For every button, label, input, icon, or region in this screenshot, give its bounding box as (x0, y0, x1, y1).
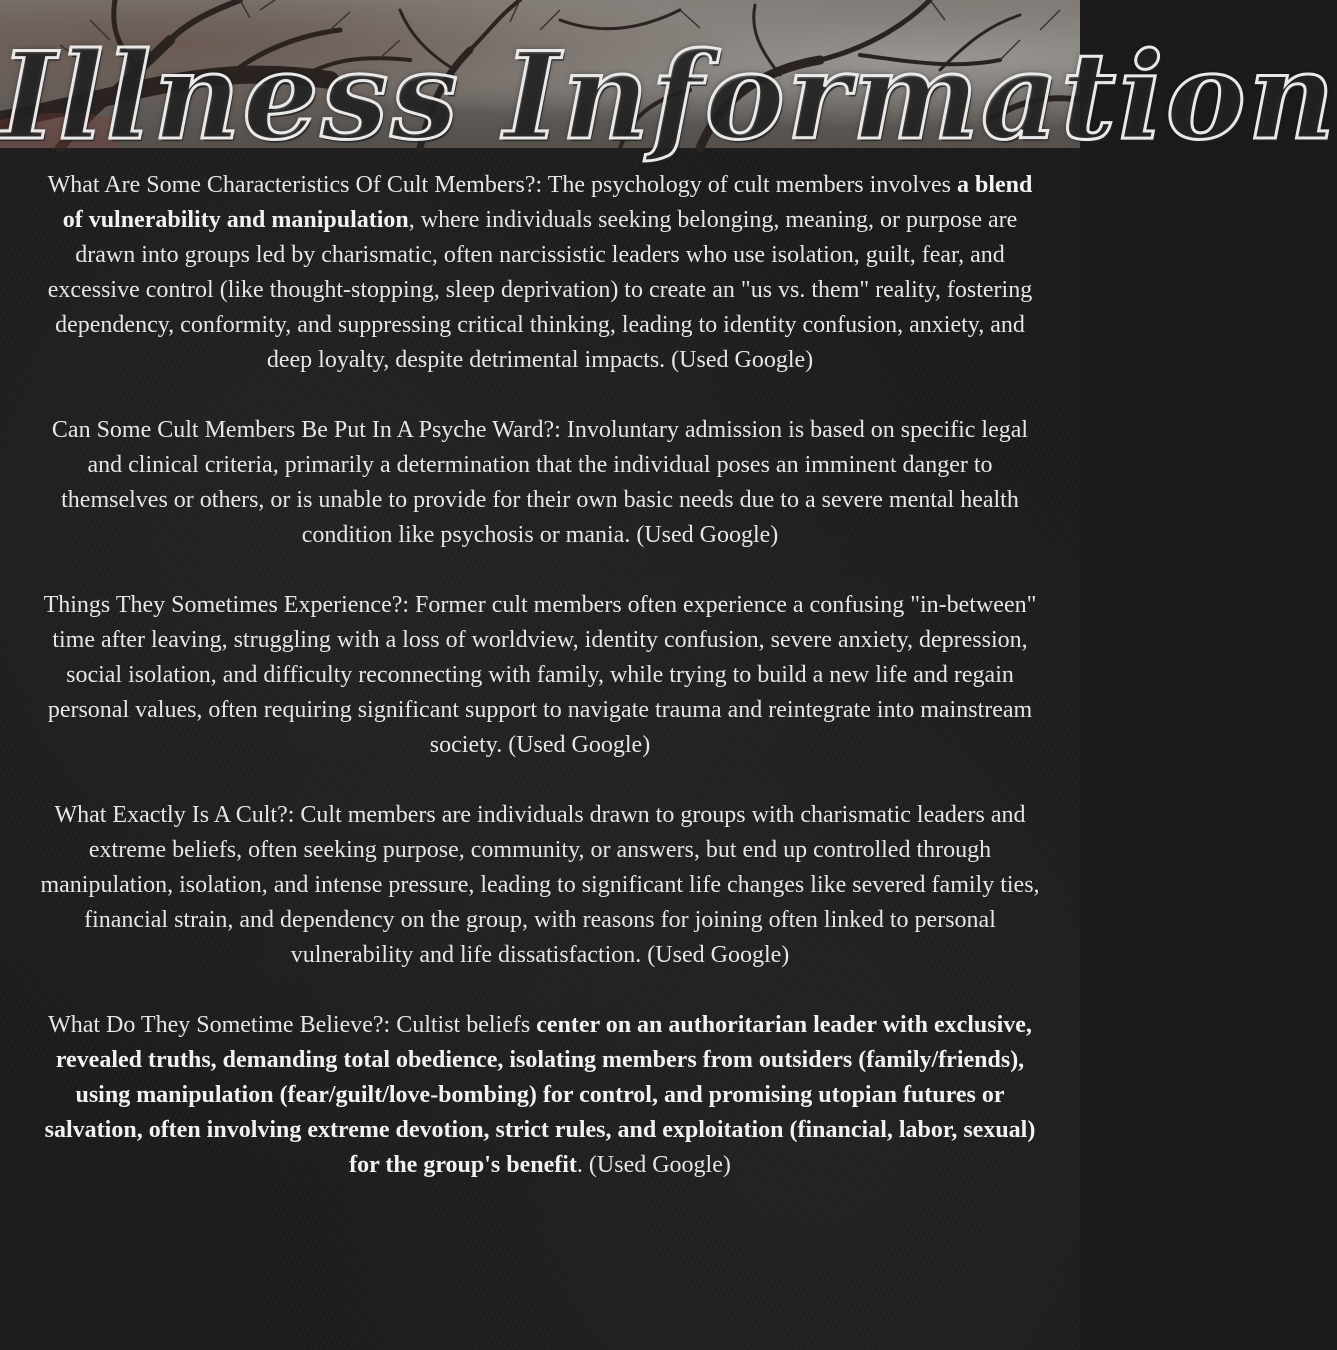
section-experiences: Things They Sometimes Experience?: Former cult members often experience a confusing "in-between" time after leaving, struggling with a loss of worldview, identity confusion, severe anxiety, depression, social isolation, and difficulty reconnecting with family, while trying to build a new life and regain personal values, often requiring significant support to navigate trauma and reintegrate into mainstream society. (Used Google) (43, 592, 1037, 758)
section-characteristics: What Are Some Characteristics Of Cult Members?: The psychology of cult members involves a blend of vulnerability and manipulation, where individuals seeking belonging, meaning, or purpose are drawn into groups led by charismatic, often narcissistic leaders who use isolation, guilt, fear, and excessive control (like thought-stopping, sleep deprivation) to create an "us vs. them" reality, fostering dependency, conformity, and suppressing critical thinking, leading to identity confusion, anxiety, and deep loyalty, despite detrimental impacts. (Used Google) (47, 172, 1033, 373)
section-beliefs: What Do They Sometime Believe?: Cultist beliefs center on an authoritarian leader with exclusive, revealed truths, demanding total obedience, isolating members from outsiders (family/friends), using manipulation (fear/guilt/love-bombing) for control, and promising utopian futures or salvation, often involving extreme devotion, strict rules, and exploitation (financial, labor, sexual) for the group's benefit. (Used Google) (44, 1012, 1036, 1178)
section-psyche-ward: Can Some Cult Members Be Put In A Psyche Ward?: Involuntary admission is based on specific legal and clinical criteria, primarily a determination that the individual poses an imminent danger to themselves or others, or is unable to provide for their own basic needs due to a severe mental health condition like psychosis or mania. (Used Google) (51, 417, 1029, 548)
tree-branches-illustration (0, 0, 1080, 148)
section-what-is-cult: What Exactly Is A Cult?: Cult members are individuals drawn to groups with charismatic leaders and extreme beliefs, often seeking purpose, community, or answers, but end up controlled through manipulation, isolation, and intense pressure, leading to significant life changes like severed family ties, financial strain, and dependency on the group, with reasons for joining often linked to personal vulnerability and life dissatisfaction. (Used Google) (40, 802, 1040, 968)
info-content (40, 168, 1040, 1218)
header-banner-image (0, 0, 1080, 148)
